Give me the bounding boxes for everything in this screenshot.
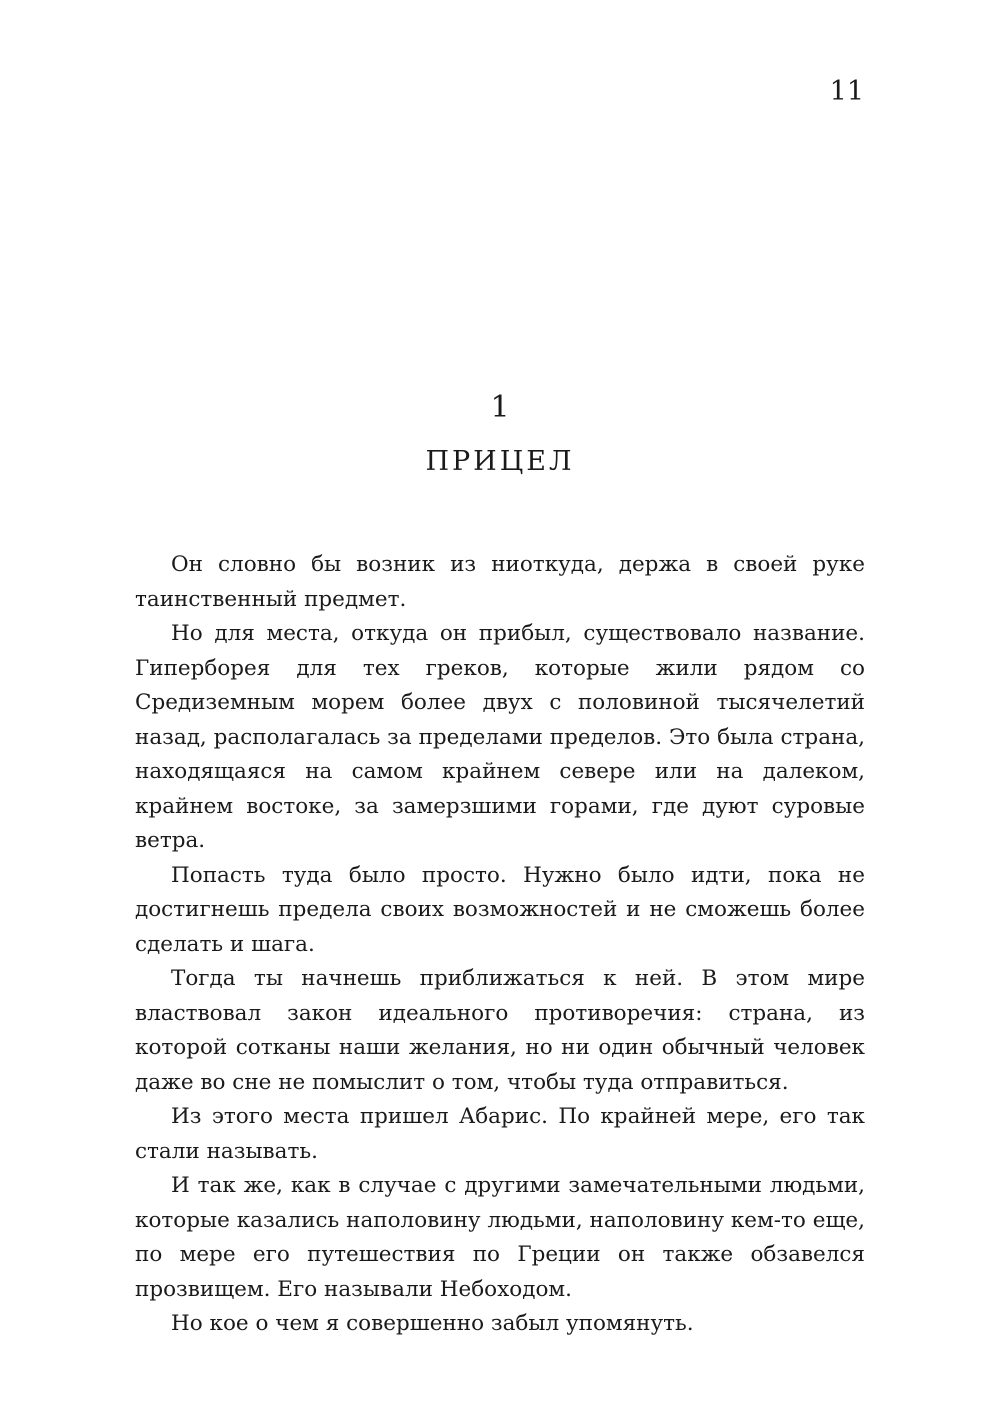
paragraph: Но для места, откуда он прибыл, существовало название. Гиперборея для тех греков, которые жили рядом со Средиземным морем более двух с половиной тысячелетий назад, располагалась за пределами пределов. Это была страна, находящаяся на самом крайнем севере или на далеком, крайнем востоке, за замерзшими горами, где дуют суровые ветра.	[135, 621, 865, 853]
paragraph: Из этого места пришел Абарис. По крайней мере, его так стали называть.	[135, 1104, 865, 1164]
paragraph: Тогда ты начнешь приближаться к ней. В этом мире властвовал закон идеального противоречия: страна, из которой сотканы наши желания, но ни один обычный человек даже во сне не помыслит о том, чтобы туда отправиться.	[135, 966, 865, 1095]
chapter-number: 1	[490, 390, 510, 425]
paragraph: И так же, как в случае с другими замечательными людьми, которые казались наполовину людьми, наполовину кем-то еще, по мере его путешествия по Греции он также обзавелся прозвищем. Его называли Небоходом.	[135, 1173, 865, 1302]
paragraph: Но кое о чем я совершенно забыл упомянуть.	[171, 1311, 694, 1336]
paragraph: Попасть туда было просто. Нужно было идти, пока не достигнешь предела своих возможностей и не сможешь более сделать и шага.	[135, 862, 865, 957]
chapter-title: ПРИЦЕЛ	[425, 446, 575, 477]
page-number: 11	[829, 76, 864, 107]
chapter-body	[135, 548, 865, 1342]
paragraph: Он словно бы возник из ниоткуда, держа в своей руке таинственный предмет.	[135, 552, 865, 612]
